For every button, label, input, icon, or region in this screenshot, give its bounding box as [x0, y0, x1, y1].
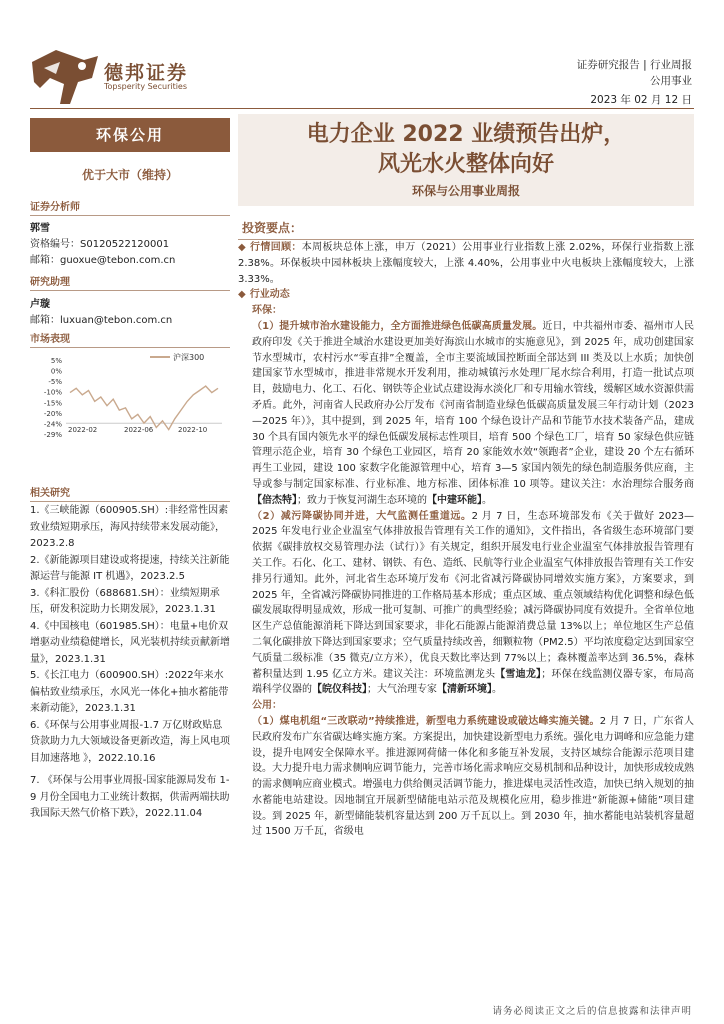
- y-tick-label: 5%: [50, 357, 62, 365]
- y-tick-label: 0%: [50, 367, 62, 376]
- env-item-1: （1）提升城市治水建设能力，全方面推进绿色低碳高质量发展。近日，中共福州市委、福州市人民政府印发《关于推进全域治水建设更加美好海滨山水城市的实施意见》，到 2025 年，成功创建国家节水型城市，农村污水“零直排”全覆盖，全市主要流域国控断面全部达到 III 类及以上水质；加快创建国家节水型城市，推进非常规水开发利用，推动城镇污水处理厂尾水综合利用，打造一批试点项目，鼓励电力、化工、石化、钢铁等企业试点建设海水淡化厂和专用输水管线，缓解区域水资源供需矛盾。此外，河南省人民政府办公厅发布《河南省制造业绿色低碳高质量发展三年行动计划（2023—2025 年）》，其中提到，到 2025 年，培育 100 个绿色设计产品和节能节水技术装备产品，建成 30 个具有国内领先水平的绿色低碳发展标志性项目，培育 500 个绿色工厂，培育 50 家绿色供应链管理示范企业，培育 30 个绿色工业园区，培育 20 家能效水效“领跑者”企业，建设 20 个左右循环再生工业园，建设 100 家数字化能源管理中心，培育 3—5 家国内领先的绿色制造服务供应商，主导或参与制定国家标准、行业标准、地方标准、团体标准 10 项等。建议关注：水治理综合服务商【倍杰特】；致力于恢复河湖生态环境的【中建环能】。: [252, 320, 694, 506]
- report-title-line2: 风光水火整体向好: [377, 152, 554, 177]
- assistant-heading: 研究助理: [30, 273, 230, 291]
- investment-highlights-heading: 投资要点：: [238, 219, 694, 240]
- x-tick-label: 2022-02: [68, 426, 98, 435]
- stock-link[interactable]: 【皖仪科技】: [312, 684, 367, 696]
- y-tick-label: -5%: [48, 378, 62, 387]
- stock-link[interactable]: 【中建环能】: [427, 494, 482, 506]
- util-item-1: （1）煤电机组“三改联动”持续推进，新型电力系统建设或破达峰实施关键。2 月 7 日，广东省人民政府发布广东省碳达峰实施方案。方案提出，加快建设新型电力系统。强化电力调峰和应急能力建设，提升电网安全保障水平。推进源网荷储一体化和多能互补发展，支持区域综合能源示范项目建设。大力提升电力需求侧响应调节能力，完善市场化需求响应交易机制和品种设计，加快形成较成熟的需求侧响应商业模式。增强电力供给侧灵活调节能力，推进煤电灵活性改造，加快已纳入规划的抽水蓄能电站建设。因地制宜开展新型储能电站示范及规模化应用，稳步推进“新能源+储能”项目建设。到 2025 年，新型储能装机容量达到 200 万千瓦以上。到 2030 年，抽水蓄能电站装机容量超过 1500 万千瓦，省级电: [252, 715, 694, 838]
- related-heading: 相关研究: [30, 484, 230, 502]
- sector-banner: 环保公用: [30, 118, 230, 152]
- bullet-icon: ◆: [238, 289, 246, 301]
- market-review-paragraph: ◆ 行情回顾：本周板块总体上涨，申万（2021）公用事业行业指数上涨 2.02%，环保行业指数上涨 2.38%。环保板块中园林板块上涨幅度较大，上涨 4.40%，公用事业中火电板块上涨幅度较大，上涨 3.33%。: [238, 242, 694, 285]
- related-item[interactable]: 6.《环保与公用事业周报-1.7 万亿财政贴息贷款助力九大领域设备更新改造，海上风电项目加速落地 》，2022.10.16: [30, 719, 230, 764]
- industry-label: 公用事业: [650, 75, 692, 87]
- stock-link[interactable]: 【雪迪龙】: [495, 668, 542, 680]
- related-item[interactable]: 3.《科汇股份（688681.SH）：业绩短期承压，研发积淀助力长期发展》，2023.1.31: [30, 587, 220, 615]
- analyst-heading: 证券分析师: [30, 198, 230, 216]
- y-tick-label: -24%: [43, 420, 62, 429]
- brand-name-en: Topsperity Securities: [104, 82, 188, 91]
- bullet-icon: ◆: [238, 242, 247, 253]
- related-list: [30, 503, 230, 823]
- related-item[interactable]: 2.《新能源项目建设或将提速，持续关注新能源运营与能源 IT 机遇》，2023.2.5: [30, 554, 230, 582]
- report-type: 证券研究报告 | 行业周报: [576, 59, 692, 71]
- legend-label: 沪深300: [173, 353, 205, 362]
- market-heading: 市场表现: [30, 330, 230, 348]
- stock-link[interactable]: 【倍杰特】: [252, 494, 297, 506]
- y-tick-label: -10%: [43, 388, 62, 397]
- related-item[interactable]: 1.《三峡能源（600905.SH）:非经常性因素致业绩短期承压，海风持续带来发展动能》，2023.2.8: [30, 505, 229, 549]
- disclaimer-footer: 请务必阅读正文之后的信息披露和法律声明: [492, 1006, 692, 1017]
- x-tick-label: 2022-10: [178, 426, 208, 435]
- brand-name: 德邦证券: [104, 62, 189, 84]
- related-item[interactable]: 5.《长江电力（600900.SH）:2022年来水偏枯致业绩承压，水风光一体化+抽水蓄能带来新动能》，2023.1.31: [30, 670, 229, 714]
- env-item-2: （2）减污降碳协同并进，大气监测任重道远。2 月 7 日，生态环境部发布《关于做好 2023—2025 年发电行业企业温室气体排放报告管理有关工作的通知》，文件指出，各省级生态环境部门要依据《碳排放权交易管理办法（试行）》有关规定，组织开展发电行业企业温室气体排放报告管理有关工作。石化、化工、建材、钢铁、有色、造纸、民航等行业企业温室气体排放报告管理有关工作安排另行通知。此外，河北省生态环境厅发布《河北省减污降碳协同增效实施方案》，方案要求，到 2025 年，全省减污降碳协同推进的工作格局基本形成；重点区域、重点领域结构优化调整和绿色低碳发展取得明显成效，形成一批可复制、可推广的典型经验；减污降碳协同度有效提升。全省单位地区生产总值能源消耗下降达到国家要求，非化石能源占能源消费总量 13%以上；单位地区生产总值二氧化碳排放下降达到国家要求；空气质量持续改善，细颗粒物（PM2.5）平均浓度稳定达到国家空气质量二级标准（35 微克/立方米），优良天数比率达到 77%以上；森林覆盖率达到 36.5%，森林蓄积量达到 1.95 亿立方米。建议关注：环境监测龙头【雪迪龙】；环保在线监测仪器专家，布局高端科学仪器的【皖仪科技】；大气治理专家【清新环境】。: [252, 510, 695, 696]
- related-item[interactable]: 4.《中国核电（601985.SH）：电量+电价双增驱动业绩稳健增长，风光装机持续贡献新增量》，2023.1.31: [30, 620, 230, 665]
- header-divider: [30, 108, 694, 109]
- report-date: 2023 年 02 月 12 日: [590, 94, 692, 106]
- analyst-email[interactable]: 邮箱：guoxue@tebon.com.cn: [30, 255, 176, 266]
- y-tick-label: -20%: [43, 409, 62, 418]
- util-label: 公用：: [252, 700, 282, 712]
- report-subtitle: 环保与公用事业周报: [411, 184, 520, 198]
- analyst-cert: 资格编号：S0120522120001: [30, 239, 170, 250]
- industry-dynamics-heading: ◆ 行业动态: [238, 289, 290, 301]
- market-chart: [30, 348, 230, 448]
- analyst-name: 郭雪: [30, 223, 50, 234]
- market-chart-svg: [30, 348, 230, 448]
- assistant-name: 卢璇: [30, 299, 50, 310]
- x-tick-label: 2022-06: [124, 426, 154, 435]
- report-title-line1: 电力企业 2022 业绩预告出炉，: [306, 122, 626, 147]
- company-logo: [30, 48, 100, 106]
- rating-label: 优于大市（维持）: [81, 168, 178, 182]
- y-tick-label: -15%: [43, 399, 62, 408]
- env-label: 环保：: [252, 305, 282, 317]
- related-item[interactable]: 7. 《环保与公用事业周报-国家能源局发布 1-9 月份全国电力工业统计数据，供需两端扶助我国际天然气价格下跌》，2022.11.04: [30, 775, 230, 819]
- stock-link[interactable]: 【清新环境】: [437, 684, 492, 696]
- y-tick-label: -29%: [43, 431, 62, 439]
- main-body: [238, 240, 694, 840]
- assistant-email[interactable]: 邮箱：luxuan@tebon.com.cn: [30, 315, 173, 326]
